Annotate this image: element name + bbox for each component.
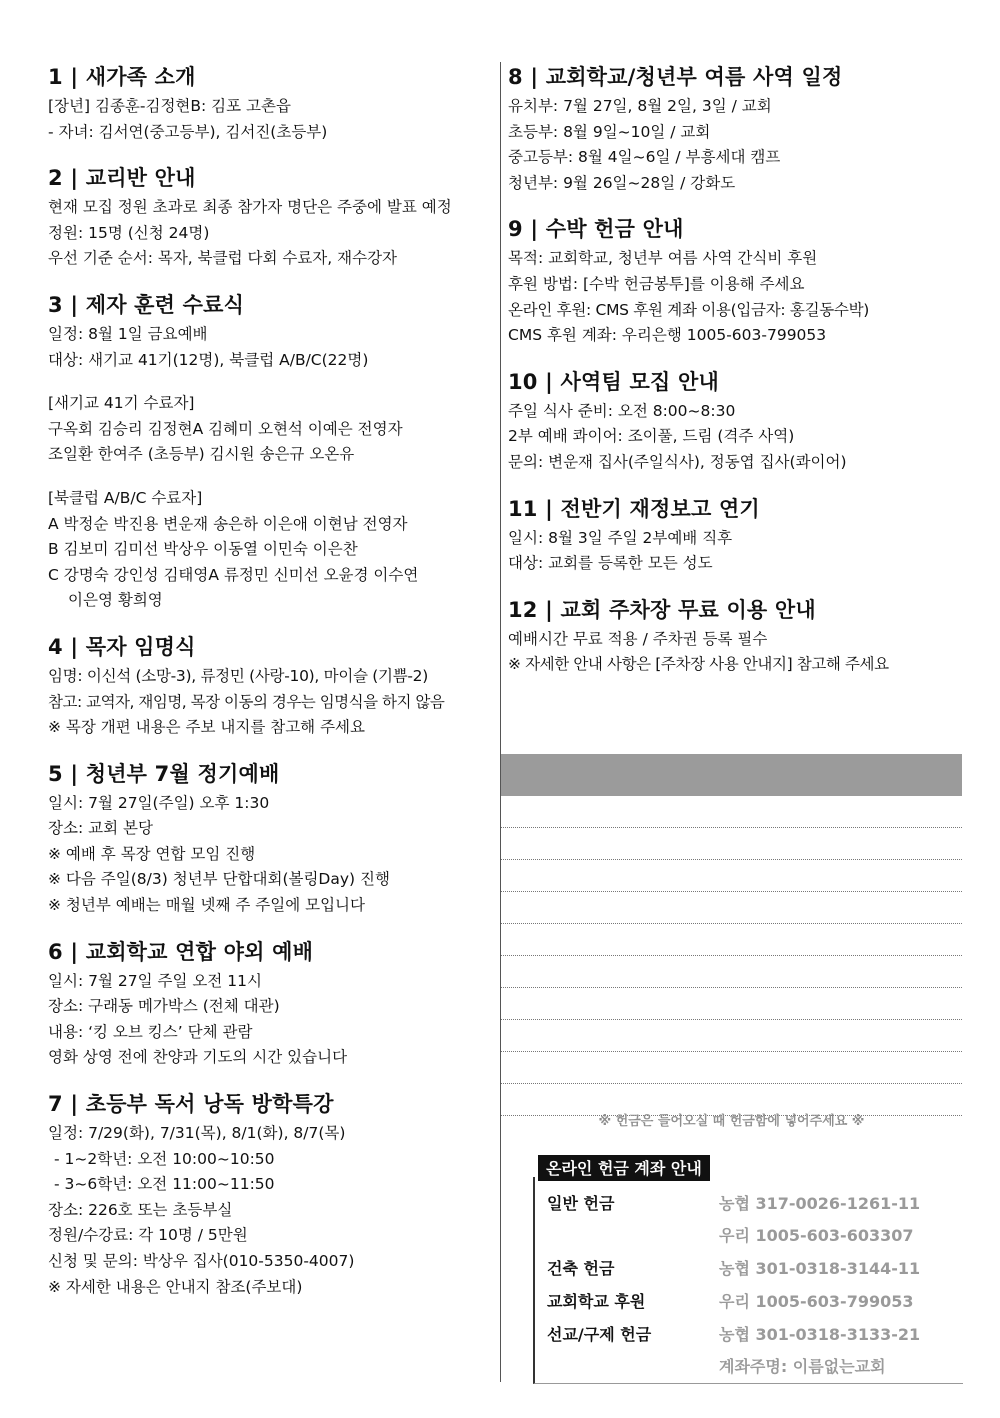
section-line: 중고등부: 8월 4일~6일 / 부흥세대 캠프 xyxy=(508,148,781,167)
memo-line xyxy=(501,924,962,956)
section-line: 후원 방법: [수박 헌금봉투]를 이용해 주세요 xyxy=(508,274,805,293)
accounts-title: 온라인 헌금 계좌 안내 xyxy=(538,1155,710,1181)
section-line: - 3~6학년: 오전 11:00~11:50 xyxy=(54,1175,275,1194)
section-line: 현재 모집 정원 초과로 최종 참가자 명단은 주중에 발표 예정 xyxy=(48,198,452,217)
section-line: 내용: ‘킹 오브 킹스’ 단체 관람 xyxy=(48,1022,253,1041)
section-10 xyxy=(508,365,960,476)
section-8 xyxy=(508,60,960,196)
left-column xyxy=(48,60,496,1316)
section-title: 12 | 교회 주차장 무료 이용 안내 xyxy=(508,597,816,622)
section-line: 우선 기준 순서: 목자, 북클럽 다회 수료자, 재수강자 xyxy=(48,249,398,268)
section-line: 대상: 새기교 41기(12명), 북클럽 A/B/C(22명) xyxy=(48,350,369,369)
section-line: 정원/수강료: 각 10명 / 5만원 xyxy=(48,1226,248,1245)
section-title: 11 | 전반기 재정보고 연기 xyxy=(508,496,760,521)
section-line: CMS 후원 계좌: 우리은행 1005-603-799053 xyxy=(508,326,827,345)
section-line: 일시: 7월 27일 주일 오전 11시 xyxy=(48,971,262,990)
account-label: 선교/구제 헌금 xyxy=(547,1325,652,1344)
memo-area xyxy=(501,754,962,1116)
section-line: ※ 자세한 안내 사항은 [주차장 사용 안내지] 참고해 주세요 xyxy=(508,655,889,674)
section-2 xyxy=(48,161,496,272)
account-label: 건축 헌금 xyxy=(547,1259,615,1278)
section-title: 3 | 제자 훈련 수료식 xyxy=(48,292,245,317)
memo-header-bar xyxy=(501,754,962,796)
section-12 xyxy=(508,593,960,678)
section-line: ※ 목장 개편 내용은 주보 내지를 참고해 주세요 xyxy=(48,718,365,737)
section-6 xyxy=(48,935,496,1071)
account-number: 농협 301-0318-3133-21 xyxy=(719,1325,921,1344)
account-label: 일반 헌금 xyxy=(547,1194,615,1213)
section-line: C 강명숙 강인성 김태영A 류정민 신미선 오윤경 이수연 xyxy=(48,565,419,584)
section-line: 장소: 구래동 메가박스 (전체 대관) xyxy=(48,997,280,1016)
section-line: 유치부: 7월 27일, 8월 2일, 3일 / 교회 xyxy=(508,97,772,115)
section-line: 정원: 15명 (신청 24명) xyxy=(48,223,210,242)
account-number: 농협 317-0026-1261-11 xyxy=(719,1194,921,1213)
memo-line xyxy=(501,828,962,860)
section-line: - 자녀: 김서연(중고등부), 김서진(초등부) xyxy=(48,122,328,141)
memo-line xyxy=(501,892,962,924)
section-title: 6 | 교회학교 연합 야외 예배 xyxy=(48,939,314,964)
section-line: - 1~2학년: 오전 10:00~10:50 xyxy=(54,1149,275,1168)
right-column xyxy=(508,60,960,694)
section-5 xyxy=(48,757,496,919)
memo-line xyxy=(501,860,962,892)
section-line: 초등부: 8월 9일~10일 / 교회 xyxy=(508,122,711,141)
section-line: [새기교 41기 수료자] xyxy=(48,394,195,413)
section-line: 주일 식사 준비: 오전 8:00~8:30 xyxy=(508,401,736,420)
section-line: 청년부: 9월 26일~28일 / 강화도 xyxy=(508,173,736,192)
section-line: 영화 상영 전에 찬양과 기도의 시간 있습니다 xyxy=(48,1048,348,1067)
section-11 xyxy=(508,492,960,577)
section-title: 9 | 수박 헌금 안내 xyxy=(508,217,684,242)
section-line: 목적: 교회학교, 청년부 여름 사역 간식비 후원 xyxy=(508,249,818,268)
section-line: ※ 자세한 내용은 안내지 참조(주보대) xyxy=(48,1277,303,1296)
section-3 xyxy=(48,288,496,614)
account-number: 우리 1005-603-603307 xyxy=(719,1226,914,1245)
offering-notice: ※ 헌금은 들어오실 때 헌금함에 넣어주세요 ※ xyxy=(598,1114,865,1129)
memo-line xyxy=(501,1052,962,1084)
section-9 xyxy=(508,212,960,348)
section-7 xyxy=(48,1087,496,1300)
memo-line xyxy=(501,1020,962,1052)
section-line: 일시: 7월 27일(주일) 오후 1:30 xyxy=(48,793,270,812)
column-divider xyxy=(500,62,501,1382)
section-line: 일시: 8월 3일 주일 2부예배 직후 xyxy=(508,528,733,547)
section-line: 장소: 교회 본당 xyxy=(48,819,153,838)
section-line: 구옥회 김승리 김정현A 김혜미 오현석 이예은 전영자 xyxy=(48,419,403,438)
section-1 xyxy=(48,60,496,145)
section-4 xyxy=(48,630,496,741)
section-line: 예배시간 무료 적용 / 주차권 등록 필수 xyxy=(508,629,768,648)
section-title: 2 | 교리반 안내 xyxy=(48,166,196,191)
account-label: 교회학교 후원 xyxy=(547,1292,646,1311)
section-title: 1 | 새가족 소개 xyxy=(48,65,196,89)
section-line: 일정: 8월 1일 금요예배 xyxy=(48,324,208,343)
section-line: 임명: 이신석 (소망-3), 류정민 (사랑-10), 마이슬 (기쁨-2) xyxy=(48,666,428,685)
account-number: 우리 1005-603-799053 xyxy=(719,1292,914,1311)
section-line: 일정: 7/29(화), 7/31(목), 8/1(화), 8/7(목) xyxy=(48,1124,346,1143)
section-title: 7 | 초등부 독서 낭독 방학특강 xyxy=(48,1092,334,1117)
account-holder: 계좌주명: 이름없는교회 xyxy=(719,1357,886,1376)
section-line: ※ 다음 주일(8/3) 청년부 단합대회(볼링Day) 진행 xyxy=(48,870,390,889)
memo-line xyxy=(501,796,962,828)
section-line: 참고: 교역자, 재임명, 목장 이동의 경우는 임명식을 하지 않음 xyxy=(48,692,445,711)
section-line: 2부 예배 콰이어: 조이풀, 드림 (격주 사역) xyxy=(508,427,795,446)
section-line: 장소: 226호 또는 초등부실 xyxy=(48,1200,233,1219)
section-line: ※ 청년부 예배는 매월 넷째 주 주일에 모입니다 xyxy=(48,896,365,915)
section-line: 문의: 변운재 집사(주일식사), 정동엽 집사(콰이어) xyxy=(508,452,847,471)
section-line: 이은영 황희영 xyxy=(68,591,163,610)
section-line: 온라인 후원: CMS 후원 계좌 이용(입금자: 홍길동수박) xyxy=(508,300,870,319)
section-title: 8 | 교회학교/청년부 여름 사역 일정 xyxy=(508,65,843,89)
section-line: [장년] 김종훈-김정현B: 김포 고촌읍 xyxy=(48,97,291,115)
section-line: 조일환 한여주 (초등부) 김시원 송은규 오온유 xyxy=(48,445,355,464)
memo-line xyxy=(501,956,962,988)
spacer xyxy=(48,468,496,486)
memo-line xyxy=(501,988,962,1020)
section-title: 5 | 청년부 7월 정기예배 xyxy=(48,761,280,786)
section-title: 10 | 사역팀 모집 안내 xyxy=(508,369,719,394)
section-line: A 박정순 박진용 변운재 송은하 이은애 이현남 전영자 xyxy=(48,514,408,533)
section-line: 신청 및 문의: 박상우 집사(010-5350-4007) xyxy=(48,1252,355,1270)
section-line: B 김보미 김미선 박상우 이동열 이민숙 이은찬 xyxy=(48,540,358,559)
section-line: [북클럽 A/B/C 수료자] xyxy=(48,488,203,507)
section-line: 대상: 교회를 등록한 모든 성도 xyxy=(508,554,713,573)
account-number: 농협 301-0318-3144-11 xyxy=(719,1259,921,1278)
spacer xyxy=(48,373,496,391)
section-line: ※ 예배 후 목장 연합 모임 진행 xyxy=(48,844,256,863)
section-title: 4 | 목자 임명식 xyxy=(48,634,196,659)
